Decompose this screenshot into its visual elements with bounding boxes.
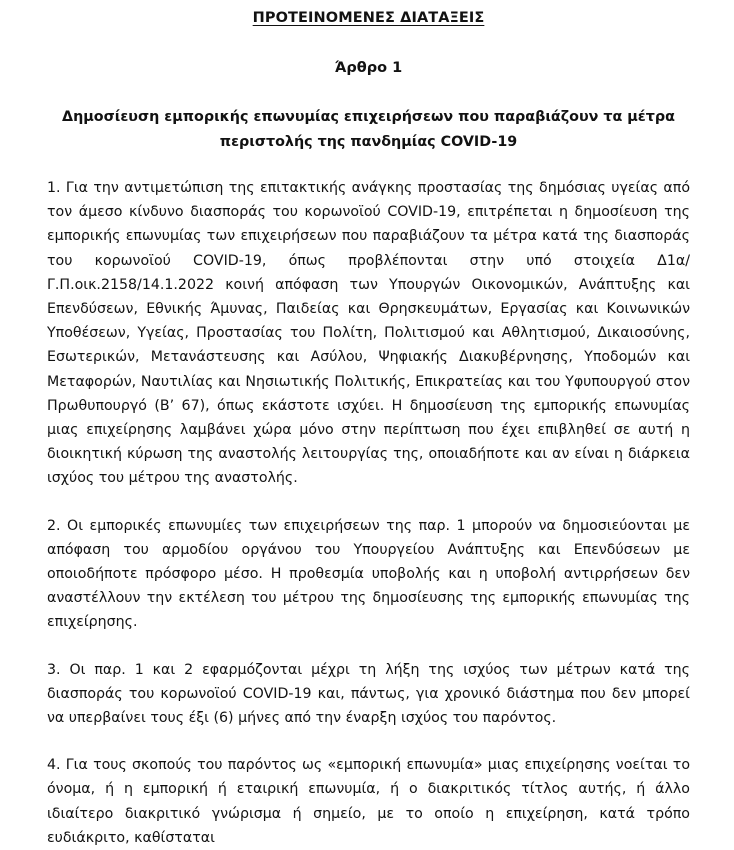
paragraph-3: 3. Οι παρ. 1 και 2 εφαρμόζονται μέχρι τη λήξη της ισχύος των μέτρων κατά της διασποράς του κορωνοϊού COVID-19 και, πάντως, για χρονικό διάστημα που δεν μπορεί να υπερβαίνει τους έξι (6) μήνες από την έναρξη ισχύος του παρόντος. — [47, 661, 690, 727]
document-subtitle: Δημοσίευση εμπορικής επωνυμίας επιχειρήσεων που παραβιάζουν τα μέτρα περιστολής της πανδημίας COVID-19 — [62, 109, 675, 150]
document-title-text: ΠΡΟΤΕΙΝΟΜΕΝΕΣ ΔΙΑΤΑΞΕΙΣ — [252, 10, 485, 26]
article-heading: Άρθρο 1 — [334, 60, 403, 76]
paragraph-4: 4. Για τους σκοπούς του παρόντος ως «εμπορική επωνυμία» μιας επιχείρησης νοείται το όνομα, ή η εμπορική ή εταιρική επωνυμία, ή ο διακριτικός τίτλος αυτής, ή άλλο ιδιαίτερο διακριτικό γνώρισμα ή σημείο, με το οποίο η επιχείρηση, κατά τρόπο ευδιάκριτο, καθίσταται — [47, 757, 690, 846]
document-body — [47, 155, 690, 850]
paragraph-1: 1. Για την αντιμετώπιση της επιτακτικής ανάγκης προστασίας της δημόσιας υγείας από τον άμεσο κίνδυνο διασποράς του κορωνοϊού COVID-19, επιτρέπεται η δημοσίευση της εμπορικής επωνυμίας των επιχειρήσεων που παραβιάζουν τα μέτρα κατά της διασποράς του κορωνοϊού COVID-19, όπως προβλέπονται στην υπό στοιχεία Δ1α/Γ.Π.οικ.2158/14.1.2022 κοινή απόφαση των Υπουργών Οικονομικών, Ανάπτυξης και Επενδύσεων, Εθνικής Άμυνας, Παιδείας και Θρησκευμάτων, Εργασίας και Κοινωνικών Υποθέσεων, Υγείας, Προστασίας του Πολίτη, Πολιτισμού και Αθλητισμού, Δικαιοσύνης, Εσωτερικών, Μετανάστευσης και Ασύλου, Ψηφιακής Διακυβέρνησης, Υποδομών και Μεταφορών, Ναυτιλίας και Νησιωτικής Πολιτικής, Επικρατείας και του Υφυπουργού στον Πρωθυπουργό (Β’ 67), όπως εκάστοτε ισχύει. Η δημοσίευση της εμπορικής επωνυμίας μιας επιχείρησης λαμβάνει χώρα μόνο στην περίπτωση που έχει επιβληθεί σε αυτή η διοικητική κύρωση της αναστολής λειτουργίας της, οποιαδήποτε και αν είναι η διάρκεια ισχύος του μέτρου της αναστολής. — [47, 180, 690, 487]
paragraph-2: 2. Οι εμπορικές επωνυμίες των επιχειρήσεων της παρ. 1 μπορούν να δημοσιεύονται με απόφαση του αρμοδίου οργάνου του Υπουργείου Ανάπτυξης και Επενδύσεων με οποιοδήποτε πρόσφορο μέσο. Η προθεσμία υποβολής και η υποβολή αντιρρήσεων δεν αναστέλλουν την εκτέλεση του μέτρου της δημοσίευσης της εμπορικής επωνυμίας της επιχείρησης. — [47, 517, 690, 631]
document-title — [47, 0, 690, 28]
